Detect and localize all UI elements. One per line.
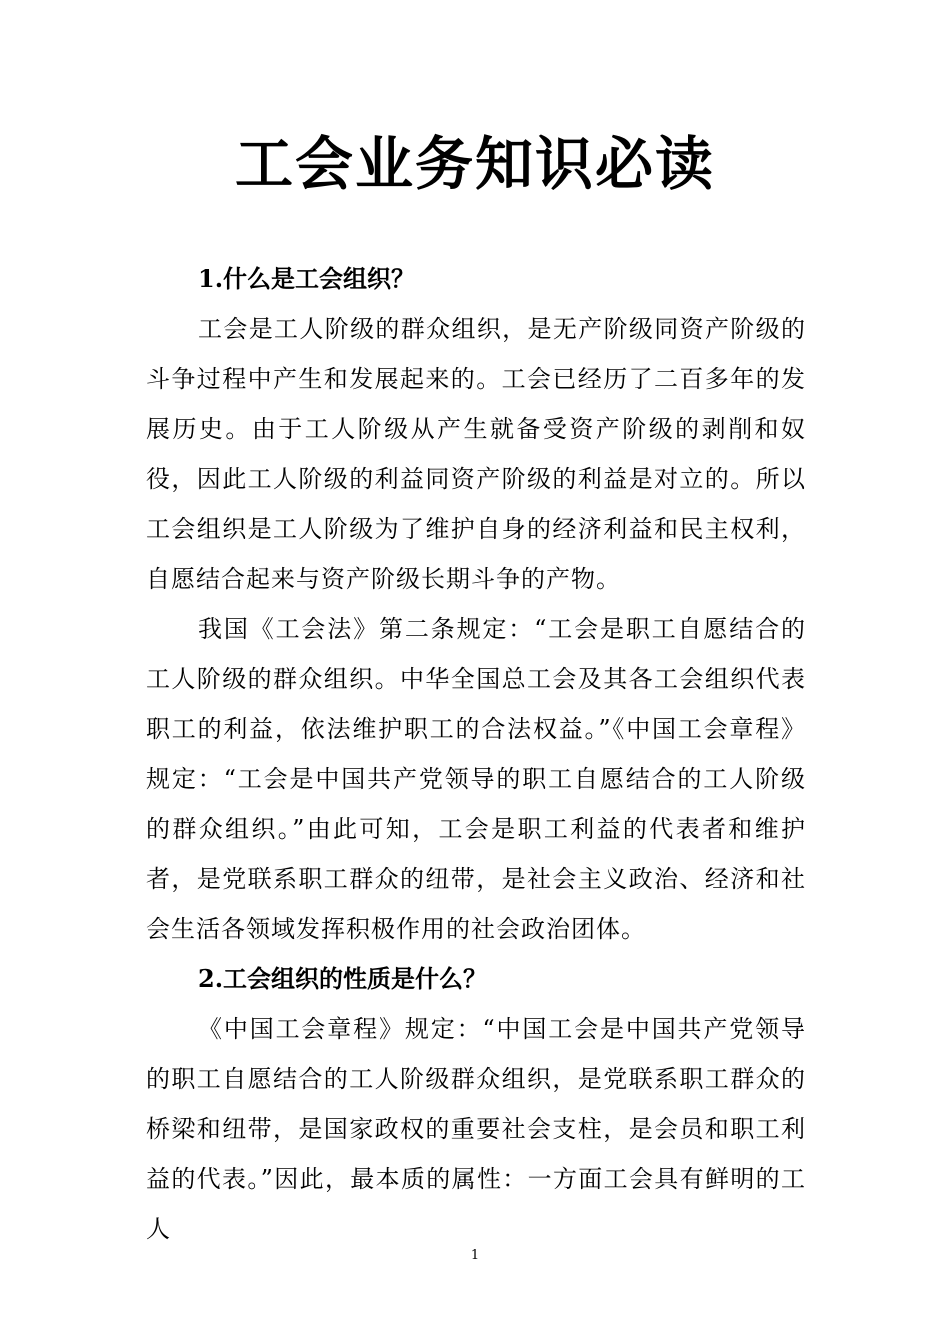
section-heading-2: 2.工会组织的性质是什么？ xyxy=(198,964,488,993)
document-title: 工会业务知识必读 xyxy=(234,130,715,198)
section-1-paragraph-2: 我国《工会法》第二条规定：“工会是职工自愿结合的工人阶级的群众组织。中华全国总工会及其各工会组织代表职工的利益，依法维护职工的合法权益。”《中国工会章程》规定：“工会是中国共产党领导的职工自愿结合的工人阶级的群众组织。”由此可知，工会是职工利益的代表者和维护者，是党联系职工群众的纽带，是社会主义政治、经济和社会生活各领域发挥积极作用的社会政治团体。 xyxy=(146,615,806,943)
section-2-paragraph-1: 《中国工会章程》规定：“中国工会是中国共产党领导的职工自愿结合的工人阶级群众组织，是党联系职工群众的桥梁和纽带，是国家政权的重要社会支柱，是会员和职工利益的代表。”因此，最本质的属性：一方面工会具有鲜明的工人 xyxy=(146,1015,806,1243)
page-number: 1 xyxy=(470,1248,480,1263)
section-1-paragraph-1: 工会是工人阶级的群众组织，是无产阶级同资产阶级的斗争过程中产生和发展起来的。工会已经历了二百多年的发展历史。由于工人阶级从产生就备受资产阶级的剥削和奴役，因此工人阶级的利益同资产阶级的利益是对立的。所以工会组织是工人阶级为了维护自身的经济利益和民主权利，自愿结合起来与资产阶级长期斗争的产物。 xyxy=(146,315,806,593)
document-body xyxy=(146,254,806,1254)
section-heading-1: 1.什么是工会组织？ xyxy=(198,264,416,293)
